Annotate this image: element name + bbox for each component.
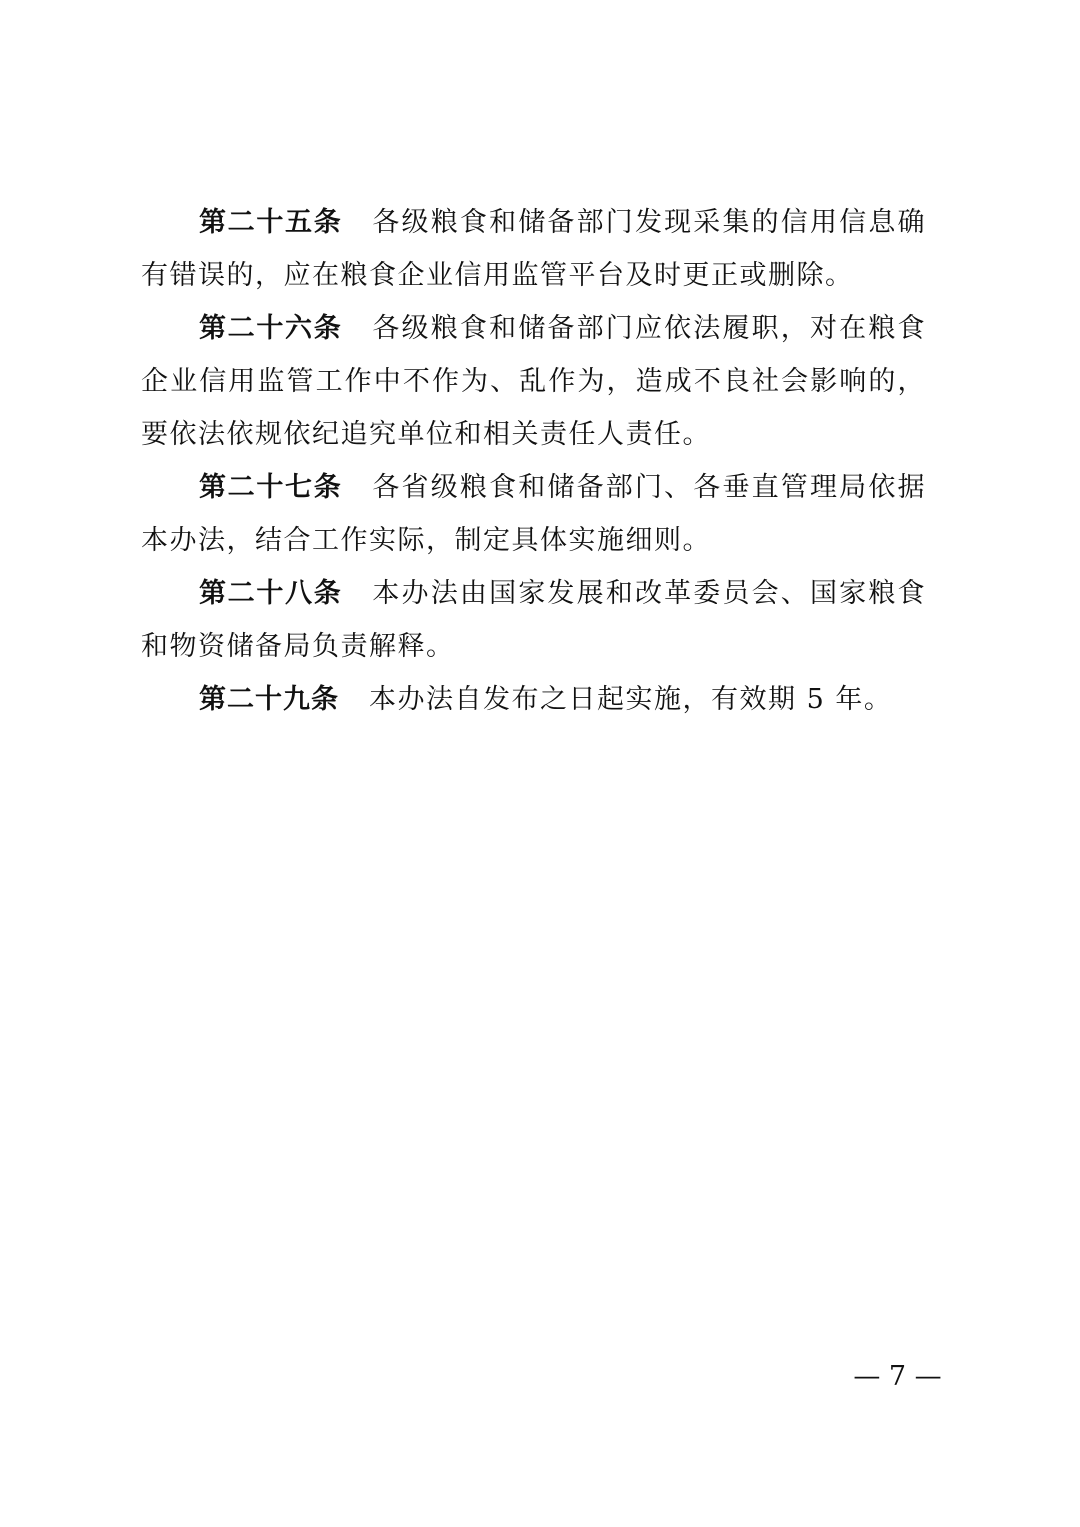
article-28 bbox=[141, 567, 926, 673]
article-title: 第二十七条 bbox=[199, 472, 343, 503]
article-text: 各级粮食和储备部门发现采集的信用信息确有错误的，应在粮食企业信用监管平台及时更正或删除。 bbox=[141, 207, 927, 291]
article-26 bbox=[141, 302, 926, 461]
article-text: 各级粮食和储备部门应依法履职，对在粮食企业信用监管工作中不作为、乱作为，造成不良社会影响的，要依法依规依纪追究单位和相关责任人责任。 bbox=[141, 313, 927, 450]
article-25 bbox=[141, 196, 926, 302]
page-number: — 7 — bbox=[853, 1361, 942, 1392]
article-title: 第二十六条 bbox=[199, 313, 343, 344]
article-title: 第二十九条 bbox=[199, 684, 339, 715]
article-title: 第二十五条 bbox=[199, 207, 343, 238]
document-body bbox=[141, 196, 926, 726]
article-29 bbox=[141, 673, 926, 726]
article-text: 本办法由国家发展和改革委员会、国家粮食和物资储备局负责解释。 bbox=[141, 578, 927, 662]
article-text: 各省级粮食和储备部门、各垂直管理局依据本办法，结合工作实际，制定具体实施细则。 bbox=[141, 472, 927, 556]
article-text: 本办法自发布之日起实施，有效期 5 年。 bbox=[369, 684, 893, 715]
article-27 bbox=[141, 461, 926, 567]
article-title: 第二十八条 bbox=[199, 578, 343, 609]
